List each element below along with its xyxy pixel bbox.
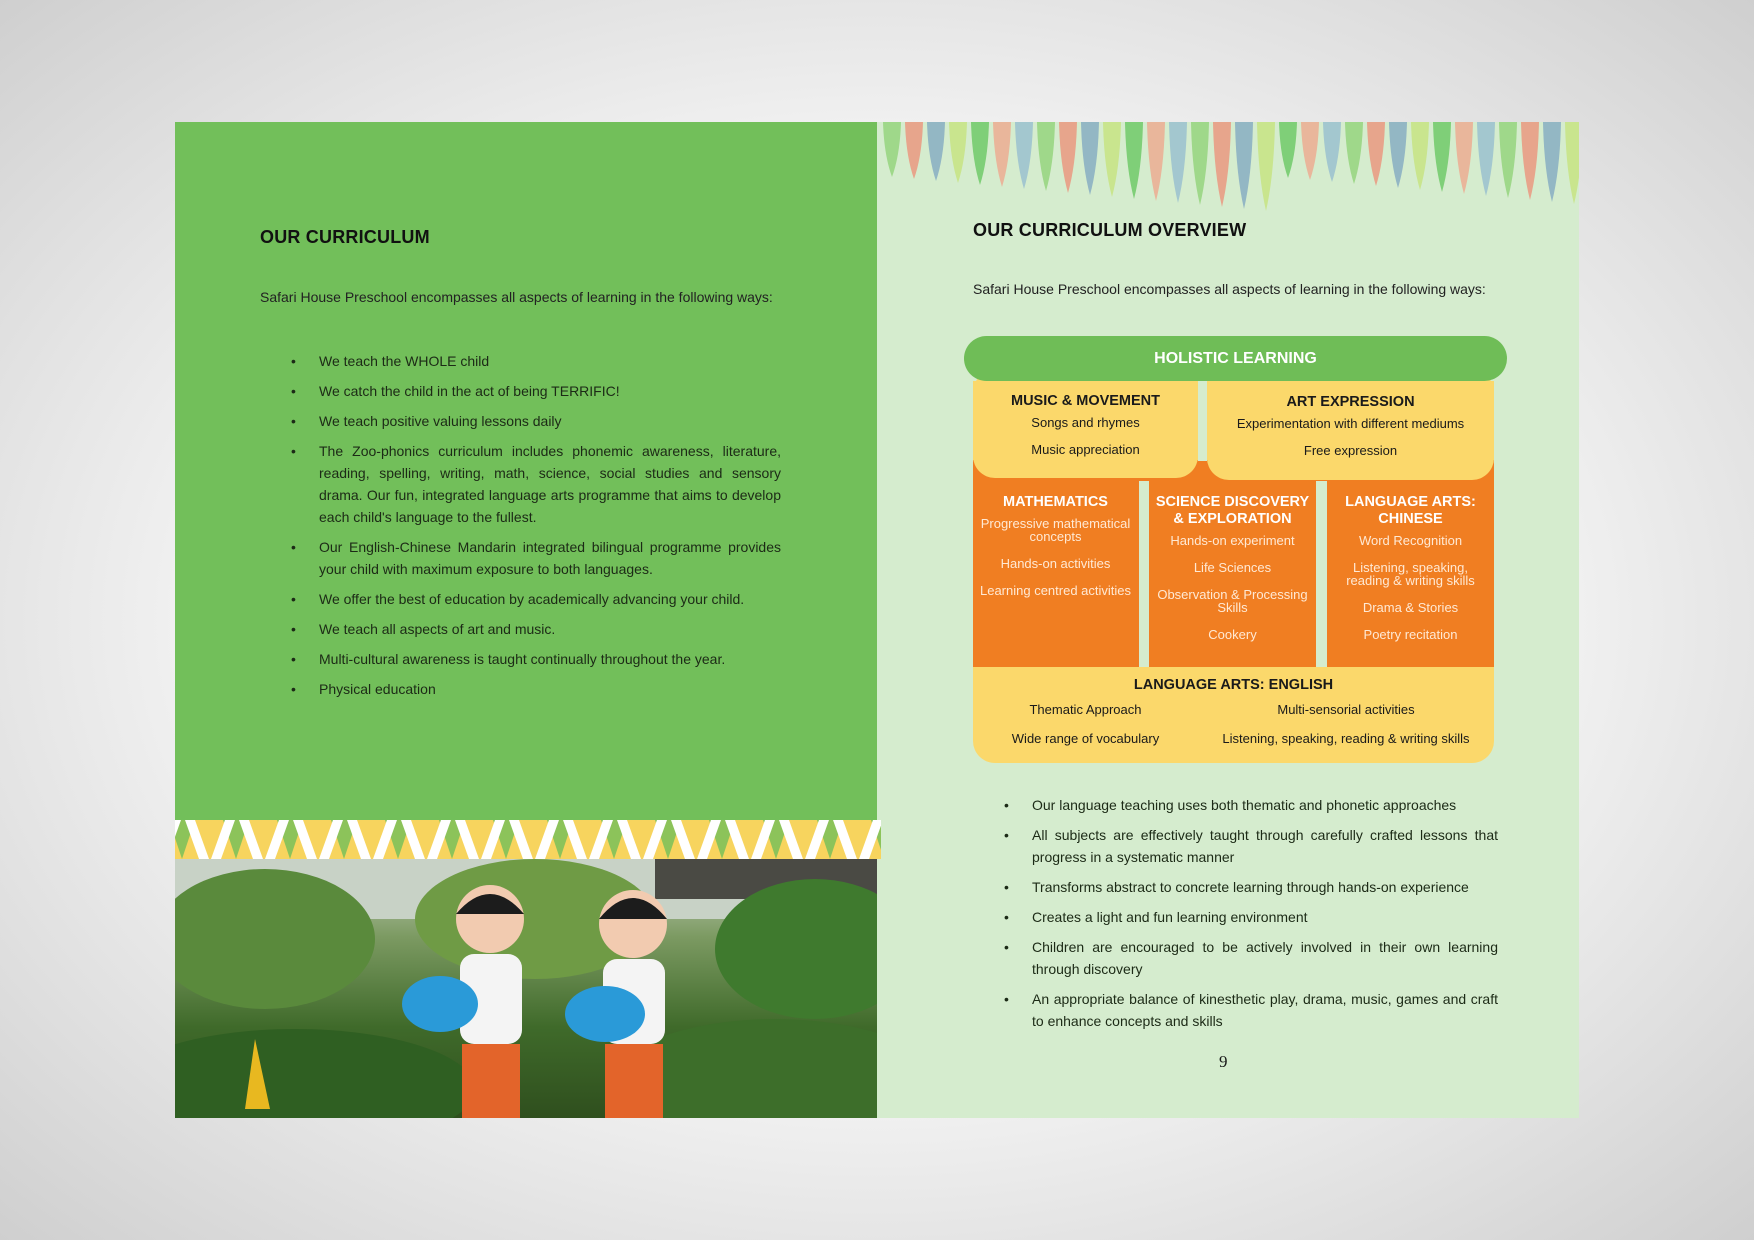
list-item: • The Zoo-phonics curriculum includes phonemic awareness, literature, reading, spelling, writing, math, science, social studies and sensory drama. Our fun, integrated language arts programme that aims to develop each child's language to the fullest. [319, 440, 781, 528]
list-item: • Physical education [319, 678, 781, 700]
list-item: • We teach the WHOLE child [319, 350, 781, 372]
leaf-shape [1301, 122, 1319, 180]
list-item: • An appropriate balance of kinesthetic play, drama, music, games and craft to enhance concepts and skills [1032, 988, 1498, 1032]
leaf-shape [1323, 122, 1341, 182]
list-item: • All subjects are effectively taught through carefully crafted lessons that progress in a systematic manner [1032, 824, 1498, 868]
leaf-shape [1521, 122, 1539, 200]
leaf-shape [1257, 122, 1275, 211]
box-item: Cookery [1208, 627, 1257, 642]
leaf-shape [993, 122, 1011, 187]
chinese-box [1327, 494, 1494, 655]
box-item: Drama & Stories [1362, 600, 1459, 615]
list-item: • We teach positive valuing lessons daily [319, 410, 781, 432]
leaf-shape [1235, 122, 1253, 209]
box-item: Poetry recitation [1363, 627, 1458, 642]
list-item: • Our English-Chinese Mandarin integrated bilingual programme provides your child with maximum exposure to both languages. [319, 536, 781, 580]
zigzag-band [175, 820, 881, 859]
box-item: Free expression [1303, 443, 1398, 458]
leaf-shape [1191, 122, 1209, 205]
leaf-shape [1103, 122, 1121, 197]
art-expression-box [1207, 381, 1494, 480]
box-item: Hands-on experiment [1170, 533, 1295, 548]
leaf-shape [1213, 122, 1231, 207]
leaf-shape [1455, 122, 1473, 194]
box-item: Life Sciences [1193, 560, 1272, 575]
leaf-shape [1169, 122, 1187, 203]
leaf-shape [1499, 122, 1517, 198]
music-movement-box [973, 381, 1198, 478]
box-item: Learning centred activities [979, 583, 1132, 598]
box-item: Multi-sensorial activities [1277, 702, 1415, 717]
box-title: SCIENCE DISCOVERY & EXPLORATION [1155, 494, 1310, 527]
leaf-shape [1125, 122, 1143, 199]
list-item: • Creates a light and fun learning environment [1032, 906, 1498, 928]
leaf-shape [905, 122, 923, 179]
mathematics-box [973, 494, 1138, 611]
leaf-shape [927, 122, 945, 181]
box-item: Word Recognition [1358, 533, 1463, 548]
list-item: • We offer the best of education by academically advancing your child. [319, 588, 781, 610]
box-item: Hands-on activities [1000, 556, 1111, 571]
leaf-shape [1477, 122, 1495, 196]
leaf-shape [1015, 122, 1033, 189]
list-item: • Our language teaching uses both thematic and phonetic approaches [1032, 794, 1498, 816]
list-item: • We catch the child in the act of being TERRIFIC! [319, 380, 781, 402]
curriculum-title: OUR CURRICULUM [260, 227, 430, 247]
box-title: LANGUAGE ARTS: ENGLISH [1133, 677, 1334, 693]
list-item: • Transforms abstract to concrete learning through hands-on experience [1032, 876, 1498, 898]
box-item: Music appreciation [1031, 442, 1140, 457]
leaf-shape [1279, 122, 1297, 178]
divider [1316, 481, 1327, 667]
leaf-shape [1059, 122, 1077, 193]
english-box [973, 677, 1494, 746]
leaf-shape [1565, 122, 1579, 204]
leaf-shape [1411, 122, 1429, 190]
page-number: 9 [1219, 1052, 1228, 1071]
curriculum-bullets [319, 350, 781, 700]
leaf-shape [949, 122, 967, 183]
box-item: Progressive mathematical concepts [980, 516, 1131, 544]
box-item: Thematic Approach [1029, 702, 1142, 717]
box-title: MATHEMATICS [1003, 494, 1108, 510]
leaf-shape [1433, 122, 1451, 192]
box-item: Wide range of vocabulary [1011, 731, 1160, 746]
curriculum-intro: Safari House Preschool encompasses all aspects of learning in the following ways: [260, 289, 773, 305]
box-item: Songs and rhymes [1031, 415, 1140, 430]
box-title: LANGUAGE ARTS: CHINESE [1345, 494, 1476, 527]
overview-bullets [1032, 794, 1498, 1032]
box-item: Observation & Processing Skills [1157, 587, 1308, 615]
leaf-shape [1081, 122, 1099, 195]
holistic-learning-header: HOLISTIC LEARNING [964, 336, 1507, 381]
leaf-shape [1147, 122, 1165, 201]
box-title: ART EXPRESSION [1286, 394, 1415, 410]
box-item: Experimentation with different mediums [1236, 416, 1465, 431]
leaf-shape [1543, 122, 1561, 202]
list-item: • We teach all aspects of art and music. [319, 618, 781, 640]
leaf-shape [1037, 122, 1055, 191]
children-watering-plants-photo [175, 859, 877, 1118]
box-title: MUSIC & MOVEMENT [1010, 393, 1161, 409]
list-item: • Children are encouraged to be actively involved in their own learning through discovery [1032, 936, 1498, 980]
overview-title: OUR CURRICULUM OVERVIEW [973, 220, 1247, 240]
science-box [1149, 494, 1316, 655]
leaf-shape [1389, 122, 1407, 188]
leaf-shape [883, 122, 901, 177]
box-item: Listening, speaking, reading & writing skills [1346, 560, 1475, 588]
leaf-shape [1367, 122, 1385, 186]
leaf-shape [971, 122, 989, 185]
box-item: Listening, speaking, reading & writing skills [1222, 731, 1470, 746]
leaf-shape [1345, 122, 1363, 184]
divider [1198, 381, 1207, 461]
overview-intro: Safari House Preschool encompasses all aspects of learning in the following ways: [973, 281, 1486, 297]
divider [1139, 481, 1149, 667]
leaf-border-decoration [877, 122, 1579, 217]
list-item: • Multi-cultural awareness is taught continually throughout the year. [319, 648, 781, 670]
